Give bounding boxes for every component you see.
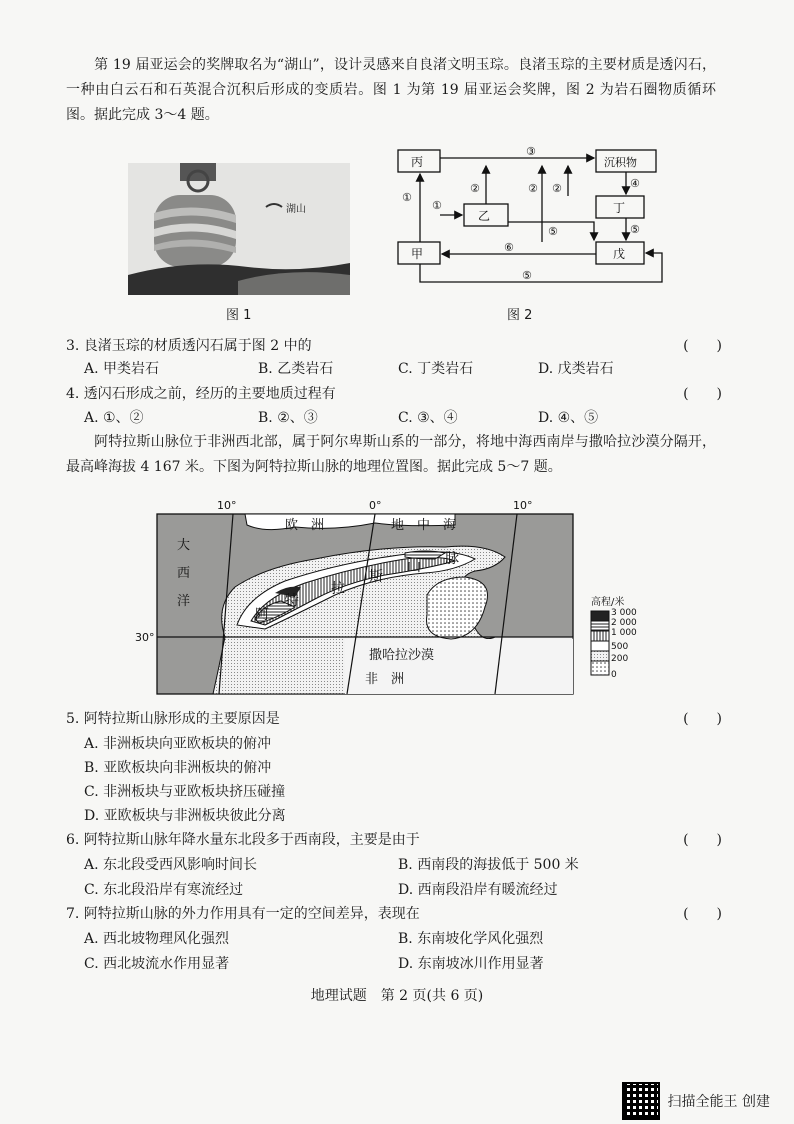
svg-text:④: ④ [630, 177, 640, 190]
svg-text:欧 洲: 欧 洲 [285, 518, 325, 533]
svg-text:3 000: 3 000 [611, 608, 637, 618]
answer-paren: ( ) [683, 711, 722, 727]
question-4 [66, 383, 722, 405]
option-d: D. 亚欧板块与非洲板块彼此分离 [84, 808, 286, 824]
svg-text:丙: 丙 [411, 155, 424, 169]
option-b: B. 东南坡化学风化强烈 [398, 931, 544, 947]
svg-text:1 000: 1 000 [611, 628, 637, 638]
option-c: C. 西北坡流水作用显著 [84, 956, 230, 972]
svg-text:⑤: ⑤ [522, 269, 532, 282]
svg-text:山: 山 [407, 559, 421, 575]
answer-paren: ( ) [683, 906, 722, 922]
option-d: D. 戊类岩石 [538, 361, 614, 377]
svg-text:脉: 脉 [445, 551, 459, 567]
svg-text:丁: 丁 [613, 201, 626, 215]
svg-text:0: 0 [611, 670, 617, 680]
question-6 [66, 829, 722, 851]
svg-text:西: 西 [177, 566, 191, 581]
svg-text:⑥: ⑥ [504, 241, 514, 254]
option-b: B. ②、③ [258, 410, 318, 426]
question-5 [66, 708, 722, 730]
option-c: C. 非洲板块与亚欧板块挤压碰撞 [84, 784, 286, 800]
svg-text:拉: 拉 [331, 581, 345, 597]
option-a: A. 甲类岩石 [84, 361, 160, 377]
svg-text:②: ② [528, 182, 538, 195]
option-b: B. 乙类岩石 [258, 361, 334, 377]
svg-text:2 000: 2 000 [611, 618, 637, 628]
option-a: A. 西北坡物理风化强烈 [84, 931, 230, 947]
svg-text:500: 500 [611, 642, 629, 652]
svg-text:斯: 斯 [369, 569, 383, 585]
question-7 [66, 903, 722, 925]
answer-paren: ( ) [683, 832, 722, 848]
atlas-map [135, 497, 637, 697]
question-3 [66, 335, 722, 357]
option-d: D. 西南段沿岸有暖流经过 [398, 882, 558, 898]
question-5-stem: 5. 阿特拉斯山脉形成的主要原因是 [66, 711, 280, 727]
svg-text:30°: 30° [135, 631, 155, 644]
figure-1-medal [128, 163, 350, 295]
option-c: C. 东北段沿岸有寒流经过 [84, 882, 244, 898]
svg-text:①: ① [432, 199, 442, 212]
option-a: A. 东北段受西风影响时间长 [84, 857, 258, 873]
svg-text:阿: 阿 [255, 607, 269, 623]
intro-paragraph-1: 第 19 届亚运会的奖牌取名为“湖山”，设计灵感来自良渚文明玉琮。良渚玉琮的主要材质是透闪石，一种由白云石和石英混合沉积后形成的变质岩。图 1 为第 19 届亚运会奖牌，图 2 为岩石圈物质循环图。据此完成 3～4 题。 [66, 57, 716, 123]
svg-text:⑤: ⑤ [548, 225, 558, 238]
intro-paragraph-2: 阿特拉斯山脉位于非洲西北部，属于阿尔卑斯山系的一部分，将地中海西南岸与撒哈拉沙漠分隔开，最高峰海拔 4 167 米。下图为阿特拉斯山脉的地理位置图。据此完成 5～7 题。 [66, 434, 716, 475]
option-c: C. 丁类岩石 [398, 361, 474, 377]
option-a: A. ①、② [84, 410, 144, 426]
svg-text:10°: 10° [217, 499, 237, 512]
option-c: C. ③、④ [398, 410, 458, 426]
question-3-stem: 3. 良渚玉琮的材质透闪石属于图 2 中的 [66, 338, 312, 354]
question-7-stem: 7. 阿特拉斯山脉的外力作用具有一定的空间差异，表现在 [66, 906, 420, 922]
qr-code-icon [622, 1082, 660, 1120]
svg-text:沉积物: 沉积物 [604, 156, 637, 169]
answer-paren: ( ) [683, 386, 722, 402]
answer-paren: ( ) [683, 338, 722, 354]
svg-text:10°: 10° [513, 499, 533, 512]
figure-2-rock-cycle [392, 144, 682, 294]
svg-text:大: 大 [177, 538, 191, 553]
svg-text:非 洲: 非 洲 [365, 672, 405, 687]
option-a: A. 非洲板块向亚欧板块的俯冲 [84, 736, 272, 752]
figure-1-caption: 图 1 [226, 308, 252, 323]
scanner-watermark: 扫描全能王 创建 [622, 1082, 770, 1120]
svg-text:①: ① [402, 191, 412, 204]
page-footer: 地理试题 第 2 页(共 6 页) [310, 988, 484, 1004]
svg-text:特: 特 [285, 593, 299, 609]
svg-text:地 中 海: 地 中 海 [391, 518, 457, 533]
svg-text:甲: 甲 [411, 247, 424, 261]
question-4-stem: 4. 透闪石形成之前，经历的主要地质过程有 [66, 386, 336, 402]
option-b: B. 亚欧板块向非洲板块的俯冲 [84, 760, 272, 776]
figure-2-caption: 图 2 [507, 308, 533, 323]
svg-text:⑤: ⑤ [630, 223, 640, 236]
svg-text:高程/米: 高程/米 [591, 597, 625, 608]
svg-text:撒哈拉沙漠: 撒哈拉沙漠 [369, 648, 435, 663]
svg-text:③: ③ [526, 145, 536, 158]
question-6-stem: 6. 阿特拉斯山脉年降水量东北段多于西南段，主要是由于 [66, 832, 420, 848]
elevation-legend [591, 595, 637, 680]
svg-text:湖山: 湖山 [286, 204, 306, 215]
svg-text:②: ② [552, 182, 562, 195]
option-d: D. 东南坡冰川作用显著 [398, 956, 544, 972]
option-b: B. 西南段的海拔低于 500 米 [398, 857, 579, 873]
svg-text:0°: 0° [369, 499, 382, 512]
svg-text:乙: 乙 [478, 209, 491, 223]
svg-text:②: ② [470, 182, 480, 195]
svg-text:200: 200 [611, 654, 629, 664]
svg-text:戊: 戊 [613, 247, 626, 261]
option-d: D. ④、⑤ [538, 410, 599, 426]
svg-text:洋: 洋 [177, 594, 191, 609]
